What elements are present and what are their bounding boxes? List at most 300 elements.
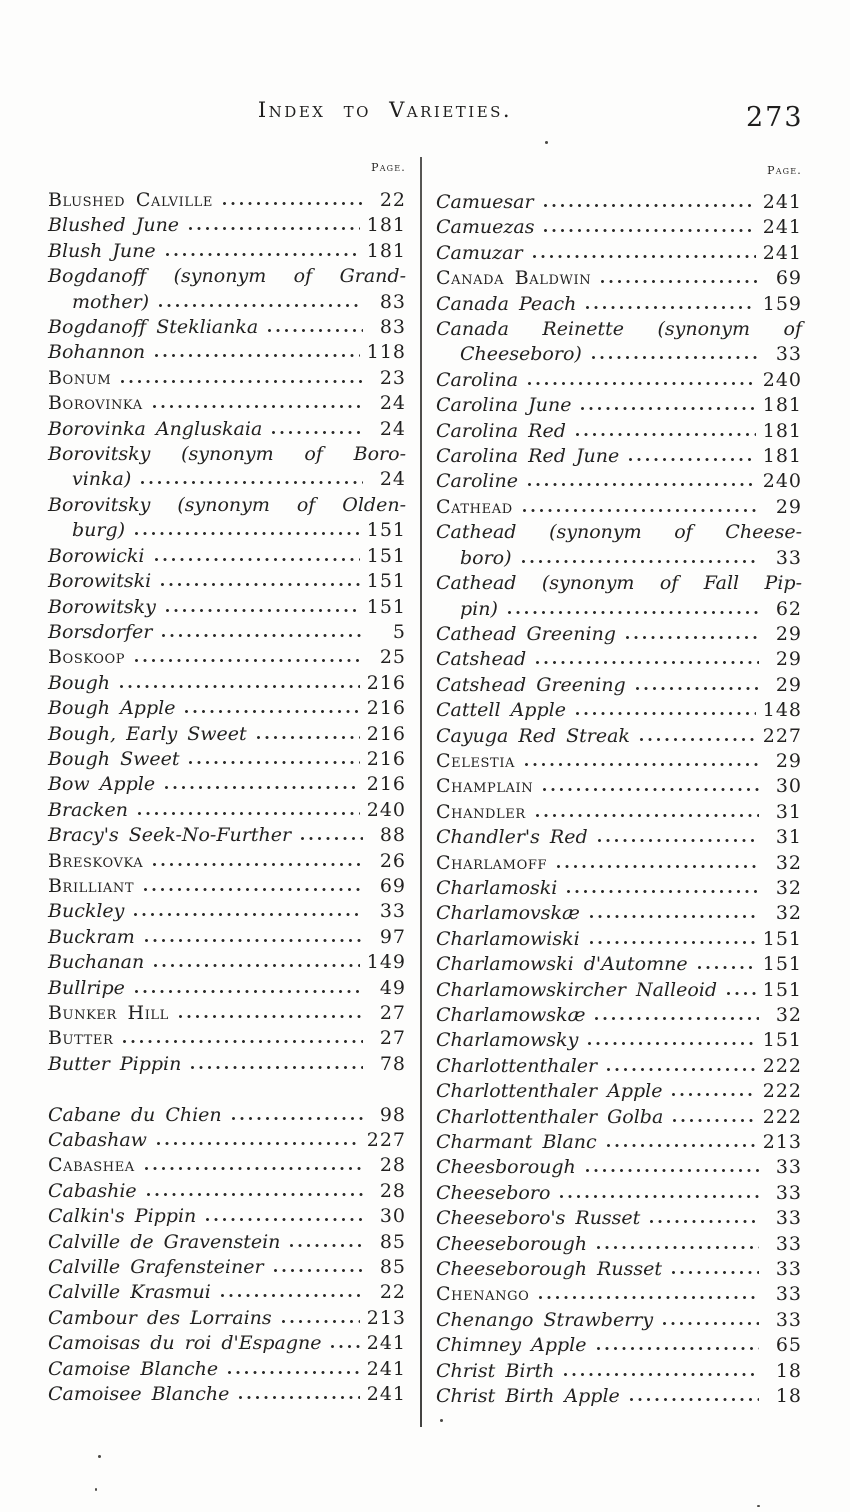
dot-leader <box>635 686 759 691</box>
variety-name: Carolina June <box>436 394 572 417</box>
entry-line <box>436 215 802 240</box>
entry-line <box>436 1384 802 1409</box>
page-ref: 241 <box>762 241 802 264</box>
page-ref: 29 <box>775 495 802 518</box>
entry-line <box>436 800 802 825</box>
index-entry <box>436 901 802 926</box>
variety-name: Bohannon <box>48 341 146 364</box>
index-column-right <box>436 190 802 1410</box>
variety-name: Carolina <box>436 368 519 391</box>
variety-name: Cheeseboro) <box>460 343 582 366</box>
page-ref: 31 <box>775 826 802 849</box>
index-entry <box>48 1230 406 1255</box>
entry-line <box>436 1079 802 1104</box>
dot-leader <box>330 1344 359 1349</box>
dot-leader <box>119 684 360 689</box>
entry-line <box>436 1308 802 1333</box>
page-ref: 23 <box>379 366 406 389</box>
dot-leader <box>140 480 363 485</box>
variety-name: Buckley <box>48 900 125 923</box>
variety-name: Borovinka Angluskaia <box>48 417 263 440</box>
page-ref: 33 <box>775 1283 802 1306</box>
entry-line <box>436 978 802 1003</box>
index-entry <box>48 239 406 264</box>
index-entry <box>436 571 802 622</box>
page-ref: 151 <box>762 927 802 950</box>
page-ref: 33 <box>379 900 406 923</box>
dot-leader <box>178 1014 363 1019</box>
index-entry <box>436 266 802 291</box>
index-entry <box>48 1179 406 1204</box>
index-entry <box>48 1357 406 1382</box>
dot-leader <box>524 762 759 767</box>
variety-name: Cattell Apple <box>436 699 566 722</box>
entry-line <box>436 571 802 596</box>
entry-line <box>436 698 802 723</box>
variety-name: Bough Sweet <box>48 747 180 770</box>
variety-name: Breskovka <box>48 849 144 872</box>
dot-leader <box>134 531 360 536</box>
variety-name: Blush June <box>48 239 156 262</box>
entry-line <box>436 1232 802 1257</box>
entry-line <box>48 1357 406 1382</box>
variety-name: Camoise Blanche <box>48 1357 219 1380</box>
variety-name: Bonum <box>48 366 112 389</box>
index-entry <box>48 1255 406 1280</box>
page-ref: 88 <box>379 824 406 847</box>
page-ref: 69 <box>379 874 406 897</box>
entry-line <box>48 925 406 950</box>
variety-name: Charlottenthaler <box>436 1054 598 1077</box>
variety-name: Borowitski <box>48 570 152 593</box>
page-ref: 240 <box>366 798 406 821</box>
page-ref: 213 <box>762 1131 802 1154</box>
index-entry <box>48 188 406 213</box>
entry-line <box>48 671 406 696</box>
index-entry <box>436 1028 802 1053</box>
entry-line <box>436 1028 802 1053</box>
page-ref: 149 <box>366 951 406 974</box>
entry-line <box>48 772 406 797</box>
index-entry <box>48 772 406 797</box>
page-ref: 29 <box>775 622 802 645</box>
variety-name: Borowitsky <box>48 595 156 618</box>
page-ref: 24 <box>379 392 406 415</box>
index-entry <box>48 493 406 544</box>
index-entry <box>48 671 406 696</box>
entry-line <box>48 239 406 264</box>
dot-leader <box>144 938 363 943</box>
page-ref: 32 <box>775 851 802 874</box>
entry-line <box>436 266 802 291</box>
page-ref: 29 <box>775 673 802 696</box>
index-entry <box>48 213 406 238</box>
index-entry <box>436 673 802 698</box>
variety-name: Cambour des Lorrains <box>48 1306 272 1329</box>
dot-leader <box>154 557 360 562</box>
dot-leader <box>543 203 756 208</box>
variety-name: Bough Apple <box>48 697 176 720</box>
index-entry <box>48 950 406 975</box>
page-ref: 241 <box>366 1383 406 1406</box>
entry-line <box>48 391 406 416</box>
index-entry <box>436 622 802 647</box>
page-ref: 241 <box>762 191 802 213</box>
dot-leader <box>538 1295 759 1300</box>
index-entry <box>436 393 802 418</box>
page-ref: 29 <box>775 648 802 671</box>
variety-name: Butter <box>48 1027 114 1050</box>
entry-line <box>48 645 406 670</box>
dot-leader <box>273 1268 363 1273</box>
index-entry <box>436 1308 802 1333</box>
entry-line <box>48 696 406 721</box>
variety-name: Charlamowskæ <box>436 1004 586 1026</box>
variety-name: Charlamowiski <box>436 927 580 950</box>
index-entry <box>48 1153 406 1178</box>
entry-line <box>48 849 406 874</box>
index-entry <box>48 544 406 569</box>
index-entry <box>48 925 406 950</box>
variety-name: Cabashie <box>48 1179 137 1202</box>
variety-name: Charlamoski <box>436 876 558 899</box>
entry-line <box>48 417 406 442</box>
entry-line <box>48 213 406 238</box>
index-entry <box>436 647 802 672</box>
variety-name: Charlamowski d'Automne <box>436 953 688 976</box>
index-entry <box>436 1054 802 1079</box>
entry-line <box>48 1153 406 1178</box>
variety-name: Bullripe <box>48 976 125 999</box>
variety-name: Charlottenthaler Golba <box>436 1105 664 1128</box>
entry-line <box>48 569 406 594</box>
variety-name: Cabane du Chien <box>48 1103 222 1126</box>
page-ref: 33 <box>775 1181 802 1204</box>
variety-name: Charlamovskæ <box>436 902 580 925</box>
page-ref: 181 <box>762 445 802 468</box>
entry-line <box>436 1155 802 1180</box>
dot-leader <box>289 1243 363 1248</box>
entry-line <box>48 950 406 975</box>
entry-line <box>48 1204 406 1229</box>
index-entry <box>436 876 802 901</box>
variety-name: Christ Birth <box>436 1359 555 1382</box>
page-ref: 18 <box>775 1359 802 1382</box>
variety-name: vinka) <box>72 468 132 491</box>
entry-line <box>48 493 406 518</box>
page-ref: 26 <box>379 849 406 872</box>
index-entry <box>436 1155 802 1180</box>
dot-leader <box>158 303 363 308</box>
index-entry <box>48 823 406 848</box>
page-ref: 33 <box>775 1232 802 1255</box>
index-entry <box>48 747 406 772</box>
page-ref: 240 <box>762 470 802 493</box>
dot-leader <box>156 1141 360 1146</box>
variety-name: Charlottenthaler Apple <box>436 1080 663 1103</box>
entry-line <box>436 901 802 926</box>
entry-line <box>436 495 802 520</box>
dot-leader <box>144 1166 363 1171</box>
index-entry <box>436 1384 802 1409</box>
index-entry <box>48 1306 406 1331</box>
dot-leader <box>639 737 756 742</box>
dot-leader <box>625 635 759 640</box>
index-entry <box>436 952 802 977</box>
page-ref: 5 <box>392 620 406 643</box>
page-ref: 241 <box>762 216 802 239</box>
dot-leader <box>594 1016 759 1021</box>
index-entry <box>436 1206 802 1231</box>
variety-name: Catshead Greening <box>436 673 626 696</box>
page-ref: 222 <box>762 1105 802 1128</box>
page-ref: 28 <box>379 1154 406 1177</box>
index-entry <box>436 774 802 799</box>
page-ref: 216 <box>366 747 406 770</box>
variety-name: Calville Grafensteiner <box>48 1256 264 1279</box>
variety-name: Borovinka <box>48 392 143 415</box>
variety-name: Calkin's Pippin <box>48 1205 197 1228</box>
index-entry <box>48 417 406 442</box>
variety-name: Cathead <box>436 495 513 518</box>
entry-line <box>436 647 802 672</box>
dot-leader <box>522 508 759 513</box>
entry-line <box>436 1333 802 1358</box>
variety-name: Cayuga Red Streak <box>436 724 630 747</box>
entry-line <box>436 444 802 469</box>
page-ref: 216 <box>366 671 406 694</box>
entry-line <box>436 876 802 901</box>
page-ref: 31 <box>775 800 802 823</box>
dot-leader <box>134 989 363 994</box>
index-entry <box>436 241 802 266</box>
dot-leader <box>527 482 756 487</box>
page-ref: 22 <box>379 1281 406 1304</box>
entry-line <box>436 597 802 622</box>
dot-leader <box>559 1194 759 1199</box>
index-entry <box>48 1026 406 1051</box>
entry-line <box>436 1054 802 1079</box>
index-entry <box>48 1204 406 1229</box>
index-entry <box>436 1181 802 1206</box>
page-ref: 216 <box>366 773 406 796</box>
scan-speck <box>95 1488 97 1491</box>
variety-name: Camuesar <box>436 191 534 213</box>
dot-leader <box>596 1245 759 1250</box>
dot-leader <box>161 633 363 638</box>
variety-name: Charlamoff <box>436 851 548 874</box>
page-ref: 33 <box>775 546 802 569</box>
variety-name: Chimney Apple <box>436 1334 587 1357</box>
section-gap <box>48 1077 406 1102</box>
variety-name: pin) <box>460 597 498 620</box>
index-entry <box>48 696 406 721</box>
dot-leader <box>587 1041 755 1046</box>
entry-line <box>48 1179 406 1204</box>
page-ref: 97 <box>379 925 406 948</box>
dot-leader <box>281 1319 360 1324</box>
entry-line <box>436 317 802 342</box>
variety-name: Cathead (synonym of Fall Pip- <box>436 572 802 595</box>
dot-leader <box>160 582 359 587</box>
variety-name: Bracy's Seek-No-Further <box>48 824 292 847</box>
entry-line <box>48 264 406 289</box>
dot-leader <box>662 1321 759 1326</box>
index-entry <box>436 1333 802 1358</box>
dot-leader <box>527 381 756 386</box>
dot-leader <box>597 838 759 843</box>
page-ref: 216 <box>366 697 406 720</box>
entry-line <box>48 1255 406 1280</box>
variety-name: Calville Krasmui <box>48 1281 211 1304</box>
entry-line <box>436 469 802 494</box>
dot-leader <box>697 965 756 970</box>
variety-name: Charlamowskircher Nalleoid <box>436 978 718 1001</box>
variety-name: Brilliant <box>48 874 135 897</box>
entry-line <box>436 1257 802 1282</box>
variety-name: Bough <box>48 671 111 694</box>
page-ref: 32 <box>775 1004 802 1026</box>
index-entry <box>48 798 406 823</box>
index-entry <box>436 1130 802 1155</box>
entry-line <box>48 899 406 924</box>
index-entry <box>48 899 406 924</box>
entry-line <box>436 1206 802 1231</box>
page-ref: 30 <box>775 775 802 798</box>
index-entry <box>48 1128 406 1153</box>
page-ref: 25 <box>379 646 406 669</box>
page-ref: 240 <box>762 368 802 391</box>
variety-name: Buchanan <box>48 951 145 974</box>
entry-line <box>48 798 406 823</box>
page-ref: 18 <box>775 1385 802 1408</box>
dot-leader <box>585 1168 759 1173</box>
entry-line <box>48 467 406 492</box>
dot-leader <box>154 353 360 358</box>
index-entry <box>48 1052 406 1077</box>
entry-line <box>48 544 406 569</box>
dot-leader <box>556 864 759 869</box>
entry-line <box>48 874 406 899</box>
index-entry <box>436 520 802 571</box>
entry-line <box>436 825 802 850</box>
dot-leader <box>532 254 756 259</box>
page-ref: 241 <box>366 1357 406 1380</box>
dot-leader <box>165 252 360 257</box>
variety-name: Canada Reinette (synonym of <box>436 318 802 341</box>
variety-name: Champlain <box>436 775 534 798</box>
entry-line <box>48 366 406 391</box>
entry-line <box>48 747 406 772</box>
entry-line <box>48 1052 406 1077</box>
dot-leader <box>671 1270 759 1275</box>
variety-name: Borovitsky (synonym of Olden- <box>48 493 406 516</box>
entry-line <box>436 673 802 698</box>
page-ref: 22 <box>379 189 406 211</box>
index-entry <box>436 292 802 317</box>
variety-name: Celestia <box>436 749 516 772</box>
index-entry <box>436 1105 802 1130</box>
dot-leader <box>591 355 759 360</box>
page-ref: 83 <box>379 290 406 313</box>
index-entry <box>436 495 802 520</box>
index-entry <box>48 315 406 340</box>
variety-name: Boskoop <box>48 646 126 669</box>
page-ref: 27 <box>379 1002 406 1024</box>
entry-line <box>436 1130 802 1155</box>
index-entry <box>436 749 802 774</box>
variety-name: Camuzar <box>436 241 523 264</box>
entry-line <box>48 595 406 620</box>
entry-line <box>436 1282 802 1307</box>
entry-line <box>48 1306 406 1331</box>
entry-line <box>48 1230 406 1255</box>
dot-leader <box>205 1217 363 1222</box>
index-entry <box>436 469 802 494</box>
page-ref: 27 <box>379 1027 406 1050</box>
dot-leader <box>671 1092 755 1097</box>
dot-leader <box>231 1116 363 1121</box>
entry-line <box>436 368 802 393</box>
page-ref: 222 <box>762 1054 802 1077</box>
entry-line <box>48 1382 406 1407</box>
index-entry <box>436 851 802 876</box>
index-entry <box>48 442 406 493</box>
page-ref: 98 <box>379 1103 406 1126</box>
variety-name: Chenango <box>436 1283 530 1306</box>
dot-leader <box>220 1293 363 1298</box>
column-page-label-left: Page. <box>371 161 406 174</box>
dot-leader <box>600 279 759 284</box>
page-ref: 227 <box>762 724 802 747</box>
dot-leader <box>152 404 363 409</box>
index-entry <box>436 444 802 469</box>
entry-line <box>48 1026 406 1051</box>
page-ref: 151 <box>762 1029 802 1052</box>
dot-leader <box>566 889 759 894</box>
page-ref: 49 <box>379 976 406 999</box>
dot-leader <box>672 1118 755 1123</box>
variety-name: mother) <box>72 290 150 313</box>
dot-leader <box>165 608 360 613</box>
page-ref: 33 <box>775 1308 802 1331</box>
entry-line <box>436 622 802 647</box>
index-entry <box>436 825 802 850</box>
page-ref: 85 <box>379 1230 406 1253</box>
dot-leader <box>256 735 360 740</box>
page-ref: 69 <box>775 267 802 290</box>
index-entry <box>48 645 406 670</box>
dot-leader <box>589 940 756 945</box>
dot-leader <box>543 228 755 233</box>
scan-speck <box>440 1419 443 1422</box>
dot-leader <box>589 914 759 919</box>
entry-line <box>436 749 802 774</box>
variety-name: Cheeseborough <box>436 1232 588 1255</box>
index-entry <box>48 620 406 645</box>
entry-line <box>436 190 802 215</box>
page-ref: 32 <box>775 902 802 925</box>
dot-leader <box>188 226 360 231</box>
index-entry <box>436 1232 802 1257</box>
variety-name: Chenango Strawberry <box>436 1308 654 1331</box>
variety-name: Charmant Blanc <box>436 1131 597 1154</box>
variety-name: Christ Birth Apple <box>436 1385 620 1408</box>
page-title: Index to Varieties. <box>257 98 513 122</box>
variety-name: Bogdanoff (synonym of Grand- <box>48 265 406 288</box>
page-ref: 118 <box>366 341 406 364</box>
entry-line <box>436 1359 802 1384</box>
